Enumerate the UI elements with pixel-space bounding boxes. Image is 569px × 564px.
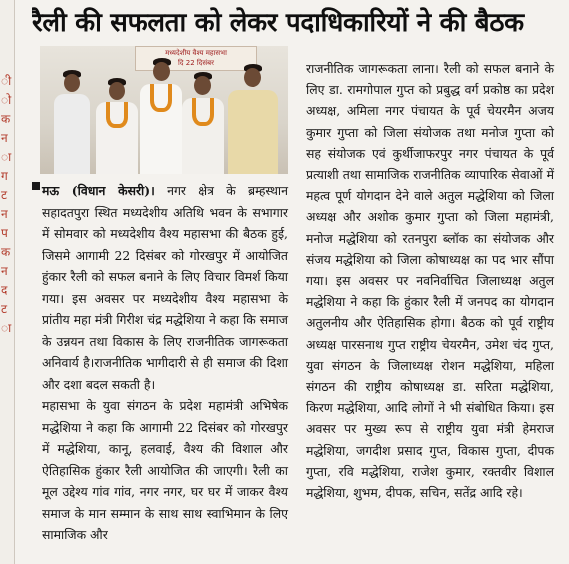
adjacent-column-edge <box>0 0 15 564</box>
person-figure <box>182 72 224 174</box>
article-headline: रैली की सफलता को लेकर पदाधिकारियों ने की बैठक <box>32 8 524 38</box>
group-photo <box>40 46 288 174</box>
article-paragraph: महासभा के युवा संगठन के प्रदेश महामंत्री अभिषेक मद्धेशिया ने कहा कि आगामी 22 दिसंबर को गोरखपुर में मद्धेशिया, कानू, हलवाई, वैश्य की विशाल और ऐतिहासिक हुंकार रैली आयोजित की जाएगी। रैली का मूल उद्देश्य गांव गांव, नगर नगर, घर घर में जाकर वैश्य समाज के मान सम्मान के साथ साथ स्वाभिमान के लिए सामाजिक और <box>42 398 288 542</box>
person-figure <box>96 78 138 174</box>
article-column-right <box>306 58 554 503</box>
person-figure <box>140 58 182 174</box>
person-figure <box>228 64 278 174</box>
article-paragraph <box>42 180 288 395</box>
article-column-left <box>42 180 288 546</box>
person-figure <box>54 70 90 174</box>
paragraph-text: नगर क्षेत्र के ब्रम्हस्थान सहादतपुरा स्थित मध्यदेशीय अतिथि भवन के सभागार में सोमवार को मध्यदेशीय वैश्य महासभा की बैठक हुई, जिसमे आगामी 22 दिसंबर को गोरखपुर में आयोजित हुंकार रैली को सफल बनाने के लिए विचार विमर्श किया गया। इस अवसर पर मध्यदेशीय वैश्य महासभा के प्रांतीय महा मंत्री गिरीश चंद्र मद्धेशिया ने कहा कि समाज के उन्नयन तथा विकास के लिए राजनीतिक जागरूकता अनिवार्य है।राजनीतिक भागीदारी से ही समाज की दिशा और दशा बदल सकती है। <box>42 183 288 392</box>
dateline: मऊ (विधान केसरी)। <box>42 183 155 198</box>
article-paragraph: राजनीतिक जागरूकता लाना। रैली को सफल बनाने के लिए डा. रामगोपाल गुप्त को प्रबुद्ध वर्ग प्रकोष्ठ का प्रदेश अध्यक्ष, अमिला नगर पंचायत के पूर्व चेयरमैन अजय कुमार गुप्ता को जिला संयोजक तथा मनोज गुप्ता को सह संयोजक एवं कुर्थीजाफरपुर नगर पंचायत के पूर्व प्रत्याशी तथा सामाजिक राजनीतिक व्यापारिक सेवाओं में महत्व पूर्ण योगदान देने वाले अतुल मद्धेशिया को जिला अध्यक्ष और अशोक कुमार गुप्ता को जिला महामंत्री, मनोज मद्धेशिया को रतनपुरा ब्लॉक का संयोजक और संजय मद्धेशिया को जिला कोषाध्यक्ष का पद भार सौंपा गया। इस अवसर पर नवनिर्वाचित जिलाध्यक्ष अतुल मद्धेशिया ने कहा कि हुंकार रैली में जनपद का योगदान अतुलनीय और ऐतिहासिक होगा। बैठक को पूर्व राष्ट्रीय अध्यक्ष पारसनाथ गुप्त राष्ट्रीय चेयरमैन, उमेश चंद गुप्त, युवा संगठन के जिलाध्यक्ष रोशन मद्धेशिया, महिला संगठन की राष्ट्रीय कोषाध्यक्ष डा. सरिता मद्धेशिया, किरण मद्धेशिया, आदि लोगों ने भी संबोधित किया। इस अवसर पर मुख्य रूप से राष्ट्रीय युवा मंत्री हेमराज मद्धेशिया, जगदीश प्रसाद गुप्त, विकास गुप्ता, दीपक गुप्ता, रवि मद्धेशिया, राजेश कुमार, रक्तवीर विशाल मद्धेशिया, शुभम, दीपक, सचिन, सतेंद्र आदि रहे। <box>306 61 554 501</box>
adjacent-column-text: ी ो क न ा ग ट न प क न द ट ा <box>1 74 12 335</box>
section-marker <box>32 182 40 190</box>
photo-banner: मध्यदेशीय वैश्य महासभा दि 22 दिसंबर <box>135 46 257 71</box>
